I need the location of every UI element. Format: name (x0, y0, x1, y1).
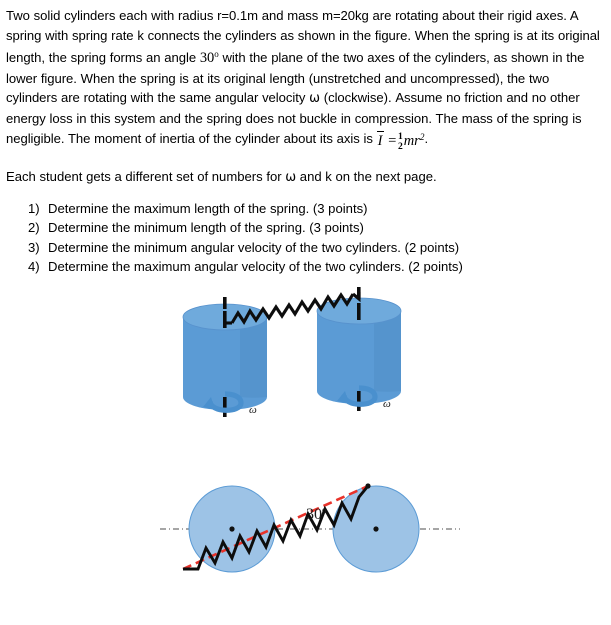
equals-sign: = (387, 132, 397, 149)
question-item-2 (6, 218, 603, 237)
overbar (377, 131, 384, 132)
problem-text-part-2: with the plane of the two axes of the cylinders, as shown in the lower figure. When the spring is at its original length (unstretched and uncompressed), the two cylinders are rotating with the same angular velocity (6, 50, 585, 106)
upper-figure-cylinders-with-spring (170, 285, 430, 455)
one-half-fraction (398, 132, 403, 152)
left-circle-center-dot (229, 526, 234, 531)
fraction-numerator: 1 (397, 130, 403, 142)
left-cylinder-axle (223, 397, 227, 417)
omega-symbol-inline: ω (309, 91, 320, 107)
fraction-denominator: 2 (397, 140, 403, 152)
angle-label-30 (306, 505, 327, 523)
question-text-2: Determine the minimum length of the spring. (3 points) (48, 220, 364, 236)
question-item-3 (6, 238, 603, 257)
right-cylinder-shading (374, 311, 401, 392)
question-item-4 (6, 257, 603, 276)
question-item-1 (6, 199, 603, 218)
question-text-3: Determine the minimum angular velocity of the two cylinders. (2 points) (48, 239, 460, 255)
questions-list (6, 199, 603, 276)
question-text-4: Determine the maximum angular velocity of the two cylinders. (2 points) (48, 258, 463, 274)
next-page-note (6, 167, 603, 188)
right-circle-center-dot (373, 526, 378, 531)
question-number-2: 2) (28, 220, 40, 236)
question-text-1: Determine the maximum length of the spring. (3 points) (48, 200, 368, 216)
question-number-3: 3) (28, 239, 40, 255)
left-cylinder-shading (240, 317, 267, 398)
problem-text-part-3: (clockwise). Assume no friction and no other energy loss in this system and the spring does not buckle in compression. The mass of the spring is negligible. The moment of inertia of the cylinder about its axis is (6, 90, 582, 146)
omega-symbol-note: ω (285, 170, 297, 186)
degree-symbol: o (214, 49, 219, 60)
left-omega-label: ω (249, 404, 257, 417)
angle-label-value: 30 (306, 506, 322, 524)
problem-text-part-1: Two solid cylinders each with radius r=0.1m and mass m=20kg are rotating about their rigid axes. A spring with spring rate k connects the cylinders as shown in the figure. When the spring is at its original length, the spring forms an angle (6, 8, 600, 66)
figures-area (0, 285, 611, 581)
angle-value: 30 (199, 50, 215, 67)
next-page-suffix: and k on the next page. (296, 169, 437, 185)
formula-body-mr: mr (403, 132, 420, 149)
lower-figure-top-view (160, 465, 460, 581)
left-cylinder-top-pin-lower (223, 311, 227, 328)
question-number-4: 4) (28, 258, 40, 274)
right-omega-label: ω (383, 398, 391, 411)
angle-label-degree: o (322, 505, 327, 516)
spring-right-endpoint-dot (365, 483, 370, 488)
next-page-prefix: Each student gets a different set of numbers for (6, 169, 286, 185)
formula-exponent: 2 (419, 132, 425, 143)
inertia-symbol: I (377, 132, 383, 149)
sentence-period: . (424, 130, 429, 146)
right-cylinder-top-pin-lower (357, 303, 361, 320)
right-cylinder (317, 287, 401, 411)
inertia-symbol-i-bar (377, 132, 384, 152)
angle-30-degrees-inline (200, 50, 219, 66)
problem-statement (6, 6, 603, 151)
left-cylinder-top-pin-upper (223, 297, 227, 309)
right-cylinder-axle (357, 391, 361, 411)
moment-of-inertia-formula (377, 129, 425, 152)
question-number-1: 1) (28, 200, 40, 216)
